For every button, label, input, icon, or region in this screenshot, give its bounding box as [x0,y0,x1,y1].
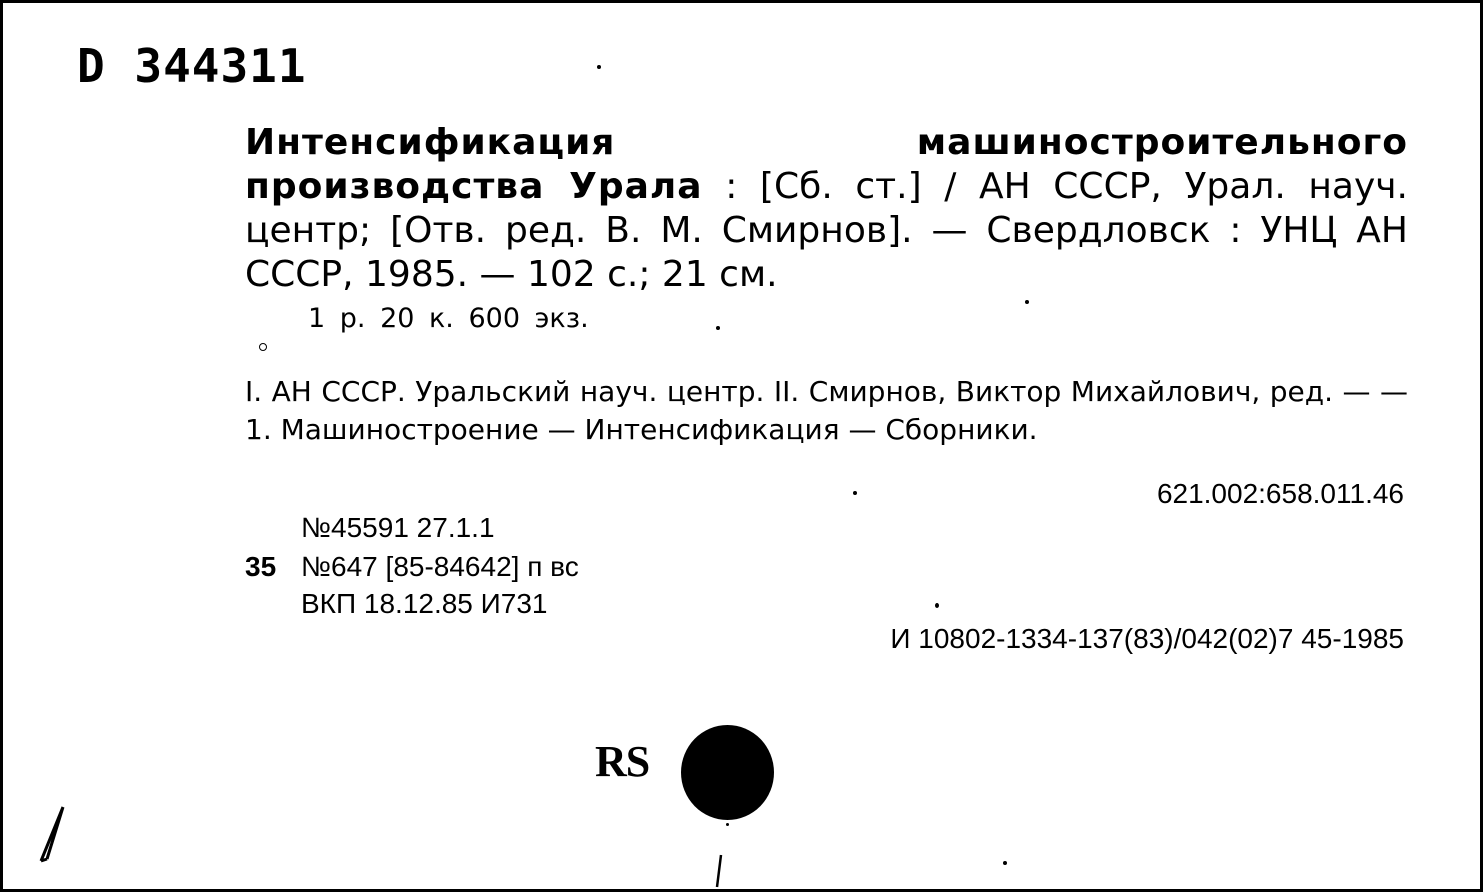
speck [1025,300,1029,304]
speck [853,491,857,495]
pencil-tick-icon [711,853,725,889]
description-rest: : [Сб. ст.] / АН СССР, Урал. науч. центр; [Отв. ред. В. М. Смирнов]. — Свердловск : УНЦ АН СССР, 1985. — 102 с.; 21 см. [245,166,1408,295]
speck [259,343,267,351]
pencil-mark-icon [33,803,73,868]
speck [1003,861,1007,865]
speck [716,326,720,330]
tracings: I. АН СССР. Уральский науч. центр. II. Смирнов, Виктор Михайлович, ред. — — 1. Машиностроение — Интенсификация — Сборники. [245,375,1408,446]
inventory-line-2: №647 [85-84642] п вс [301,551,579,582]
publisher-code: И 10802-1334-137(83)/042(02)7 45-1985 [890,623,1404,654]
inventory-line-1: №45591 27.1.1 [301,512,495,543]
black-dot-stamp [681,725,774,820]
shelf-number: 35 [245,551,277,582]
speck [726,823,729,826]
price-and-print-run: 1 р. 20 к. 600 экз. [308,303,589,334]
speck [935,603,939,608]
title: Интенсификация машиностроительного производства Урала [245,122,1408,207]
udc-code: 621.002:658.011.46 [1156,478,1404,509]
bibliographic-description [245,121,1408,297]
inventory-line-3: ВКП 18.12.85 И731 [301,588,548,619]
rs-stamp-label: RS [595,737,650,786]
call-number: D 344311 [77,39,307,93]
speck [597,65,601,69]
